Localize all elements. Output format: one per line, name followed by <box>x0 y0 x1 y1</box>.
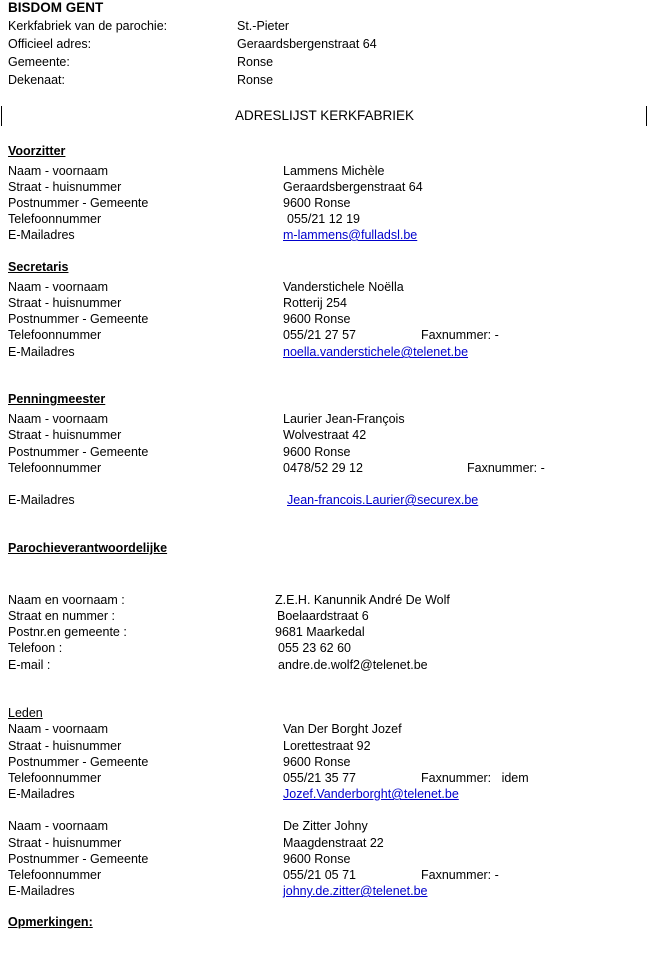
label-postal: Postnummer - Gemeente <box>8 755 149 769</box>
secretaris-phone: 055/21 27 57 <box>283 328 356 342</box>
label-name: Naam - voornaam <box>8 819 109 833</box>
label-postal: Postnummer - Gemeente <box>8 196 149 210</box>
member-name: Van Der Borght Jozef <box>283 722 402 736</box>
header-label-address: Officieel adres: <box>8 37 92 51</box>
penningmeester-phone: 0478/52 29 12 <box>283 461 363 475</box>
label-postal: Postnr.en gemeente : <box>8 625 127 639</box>
member-name: De Zitter Johny <box>283 819 368 833</box>
label-street: Straat - huisnummer <box>8 739 122 753</box>
member-postal: 9600 Ronse <box>283 852 351 866</box>
label-name: Naam en voornaam : <box>8 593 125 607</box>
voorzitter-phone: 055/21 12 19 <box>287 212 360 226</box>
label-name: Naam - voornaam <box>8 722 109 736</box>
label-email: E-Mailadres <box>8 493 75 507</box>
secretaris-postal: 9600 Ronse <box>283 312 351 326</box>
parochie-street: Boelaardstraat 6 <box>277 609 369 623</box>
label-street: Straat en nummer : <box>8 609 115 623</box>
voorzitter-email-link[interactable]: m-lammens@fulladsl.be <box>283 228 418 242</box>
label-email: E-Mailadres <box>8 787 75 801</box>
header-value-deanery: Ronse <box>237 73 274 87</box>
member-street: Maagdenstraat 22 <box>283 836 384 850</box>
penningmeester-postal: 9600 Ronse <box>283 445 351 459</box>
label-name: Naam - voornaam <box>8 164 109 178</box>
label-postal: Postnummer - Gemeente <box>8 445 149 459</box>
voorzitter-postal: 9600 Ronse <box>283 196 351 210</box>
label-email: E-Mailadres <box>8 228 75 242</box>
label-street: Straat - huisnummer <box>8 296 122 310</box>
label-email: E-mail : <box>8 658 51 672</box>
secretaris-name: Vanderstichele Noëlla <box>283 280 404 294</box>
member-email-link[interactable]: johny.de.zitter@telenet.be <box>283 884 428 898</box>
remarks-heading: Opmerkingen: <box>8 915 93 929</box>
member-phone: 055/21 35 77 <box>283 771 356 785</box>
label-postal: Postnummer - Gemeente <box>8 852 149 866</box>
member-postal: 9600 Ronse <box>283 755 351 769</box>
label-phone: Telefoonnummer <box>8 212 102 226</box>
header-value-municipality: Ronse <box>237 55 274 69</box>
label-street: Straat - huisnummer <box>8 836 122 850</box>
parochie-email: andre.de.wolf2@telenet.be <box>278 658 428 672</box>
section-heading-secretaris: Secretaris <box>8 260 69 274</box>
parochie-phone: 055 23 62 60 <box>278 641 351 655</box>
label-email: E-Mailadres <box>8 884 75 898</box>
label-phone: Telefoonnummer <box>8 868 102 882</box>
secretaris-email-link[interactable]: noella.vanderstichele@telenet.be <box>283 345 469 359</box>
section-heading-parochieverantwoordelijke: Parochieverantwoordelijke <box>8 541 168 555</box>
label-name: Naam - voornaam <box>8 280 109 294</box>
header-label-municipality: Gemeente: <box>8 55 70 69</box>
member-fax: Faxnummer: idem <box>421 771 529 785</box>
label-phone: Telefoonnummer <box>8 461 102 475</box>
member-phone: 055/21 05 71 <box>283 868 356 882</box>
label-phone: Telefoonnummer <box>8 328 102 342</box>
voorzitter-street: Geraardsbergenstraat 64 <box>283 180 423 194</box>
penningmeester-street: Wolvestraat 42 <box>283 428 367 442</box>
parochie-postal: 9681 Maarkedal <box>275 625 365 639</box>
parochie-name: Z.E.H. Kanunnik André De Wolf <box>275 593 450 607</box>
header-value-address: Geraardsbergenstraat 64 <box>237 37 377 51</box>
label-street: Straat - huisnummer <box>8 180 122 194</box>
list-title: ADRESLIJST KERKFABRIEK <box>234 108 415 123</box>
label-email: E-Mailadres <box>8 345 75 359</box>
member-fax: Faxnummer: - <box>421 868 499 882</box>
secretaris-street: Rotterij 254 <box>283 296 347 310</box>
penningmeester-email-link[interactable]: Jean-francois.Laurier@securex.be <box>287 493 479 507</box>
member-email-link[interactable]: Jozef.Vanderborght@telenet.be <box>283 787 459 801</box>
header-label-deanery: Dekenaat: <box>8 73 65 87</box>
section-heading-voorzitter: Voorzitter <box>8 144 66 158</box>
label-name: Naam - voornaam <box>8 412 109 426</box>
diocese-title: BISDOM GENT <box>8 0 104 15</box>
label-phone: Telefoon : <box>8 641 63 655</box>
section-heading-penningmeester: Penningmeester <box>8 392 106 406</box>
member-street: Lorettestraat 92 <box>283 739 371 753</box>
penningmeester-fax: Faxnummer: - <box>467 461 545 475</box>
penningmeester-name: Laurier Jean-François <box>283 412 405 426</box>
section-heading-leden: Leden <box>8 706 43 720</box>
secretaris-fax: Faxnummer: - <box>421 328 499 342</box>
label-phone: Telefoonnummer <box>8 771 102 785</box>
label-street: Straat - huisnummer <box>8 428 122 442</box>
header-label-parish: Kerkfabriek van de parochie: <box>8 19 168 33</box>
label-postal: Postnummer - Gemeente <box>8 312 149 326</box>
header-value-parish: St.-Pieter <box>237 19 290 33</box>
voorzitter-name: Lammens Michèle <box>283 164 385 178</box>
